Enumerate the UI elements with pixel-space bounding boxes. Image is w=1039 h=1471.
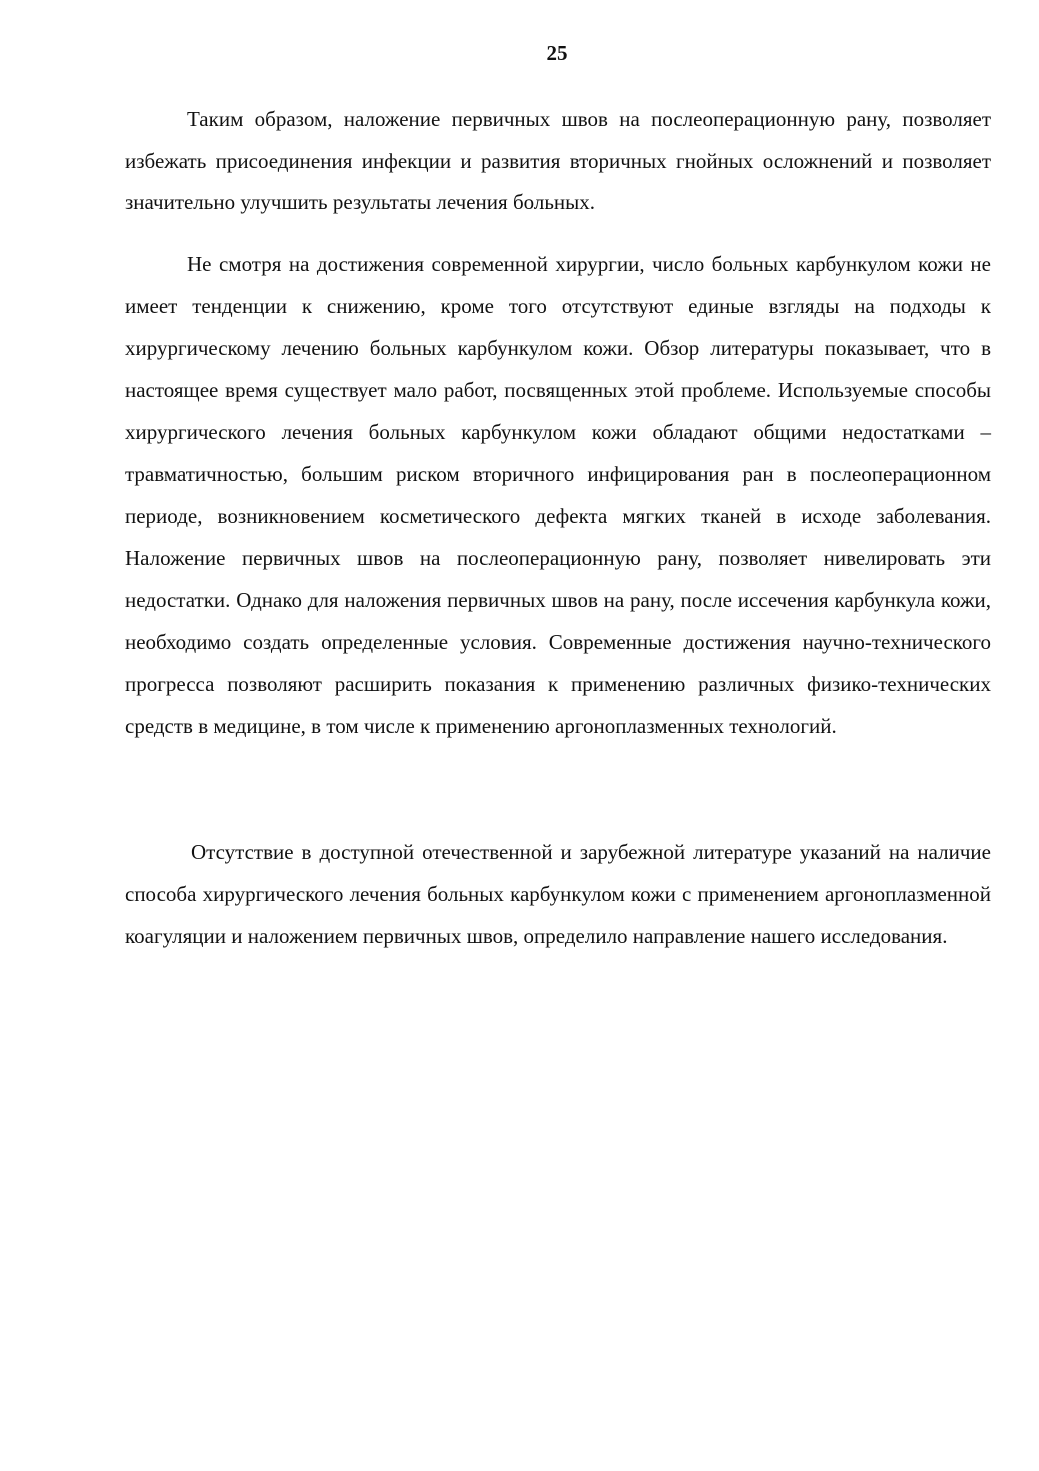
paragraph-research-direction: Отсутствие в доступной отечественной и зарубежной литературе указаний на наличие способа хирургического лечения больных карбункулом кожи с применением аргоноплазменной коагуляции и наложением первичных швов, определило направление нашего исследования. bbox=[125, 840, 991, 948]
paragraph-problem-statement: Не смотря на достижения современной хирургии, число больных карбункулом кожи не имеет тенденции к снижению, кроме того отсутствуют единые взгляды на подходы к хирургическому лечению больных карбункулом кожи. Обзор литературы показывает, что в настоящее время существует мало работ, посвященных этой проблеме. Используемые способы хирургического лечения больных карбункулом кожи обладают общими недостатками – травматичностью, большим риском вторичного инфицирования ран в послеоперационном периоде, возникновением косметического дефекта мягких тканей в исходе заболевания. Наложение первичных швов на послеоперационную рану, позволяет нивелировать эти недостатки. Однако для наложения первичных швов на рану, после иссечения карбункула кожи, необходимо создать определенные условия. Современные достижения научно-технического прогресса позволяют расширить показания к применению различных физико-технических средств в медицине, в том числе к применению аргоноплазменных технологий. bbox=[125, 252, 991, 738]
paragraph-conclusion: Таким образом, наложение первичных швов на послеоперационную рану, позволяет избежать присоединения инфекции и развития вторичных гнойных осложнений и позволяет значительно улучшить результаты лечения больных. bbox=[125, 107, 991, 214]
page-number: 25 bbox=[546, 41, 568, 65]
